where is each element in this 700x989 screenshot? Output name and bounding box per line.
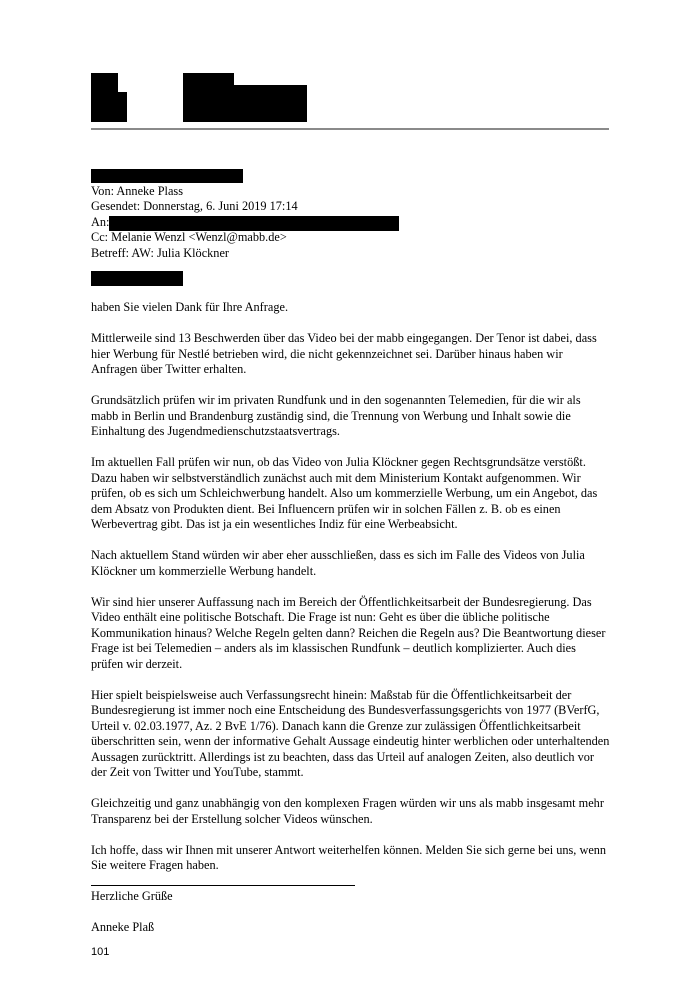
paragraph: Mittlerweile sind 13 Beschwerden über das Video bei der mabb eingegangen. Der Tenor ist dabei, dass hier Werbung für Nestlé betrieben wird, die nicht gekennzeichnet sei. Darüber hinaus haben wir Anfragen über Twitter erhalten. — [91, 331, 597, 376]
paragraph: Nach aktuellem Stand würden wir aber eher ausschließen, dass es sich im Falle des Videos von Julia Klöckner um kommerzielle Werbung handelt. — [91, 548, 585, 578]
email-cc: Cc: Melanie Wenzl <Wenzl@mabb.de> — [91, 230, 287, 244]
page-number: 101 — [91, 946, 110, 958]
redaction-letterhead-2-tail — [234, 85, 307, 122]
email-sent: Gesendet: Donnerstag, 6. Juni 2019 17:14 — [91, 199, 298, 213]
paragraph: Hier spielt beispielsweise auch Verfassungsrecht hinein: Maßstab für die Öffentlichkeitsarbeit der Bundesregierung ist immer noch eine Entscheidung des Bundesverfassungsgerichts von 1977 (BVerfG, Urteil v. 02.03.1977, Az. 2 BvE 1/76). Danach kann die Grenze zur zulässigen Öffentlichkeitsarbeit überschritten sein, wenn der informative Gehalt Aussage eindeutig hinter werblichen oder unterhaltenden Aussagen zurücktritt. Allerdings ist zu beachten, dass das Urteil auf analogen Zeiten, also deutlich vor der Zeit von Twitter und YouTube, stammt. — [91, 687, 610, 779]
email-to — [91, 215, 611, 231]
redaction-letterhead-1 — [91, 73, 118, 122]
redaction-letterhead-1-tail — [118, 92, 127, 122]
paragraph: Wir sind hier unserer Auffassung nach im Bereich der Öffentlichkeitsarbeit der Bundesregierung. Das Video enthält eine politische Botschaft. Die Frage ist nun: Geht es über die übliche politische Kommunikation hinaus? Welche Regeln gelten dann? Reichen die Regeln aus? Die Beantwortung dieser Frage ist bei Telemedien – anders als im klassischen Rundfunk – deutlich komplizierter. Auch dies prüfen wir derzeit. — [91, 594, 606, 671]
redaction-header-top-line — [91, 168, 611, 184]
paragraph: Ich hoffe, dass wir Ihnen mit unserer Antwort weiterhelfen können. Melden Sie sich gerne bei uns, wenn Sie weitere Fragen haben. — [91, 842, 607, 872]
closing: Herzliche Grüße — [91, 889, 173, 903]
redaction-recipient — [109, 216, 399, 231]
redaction-salutation — [91, 271, 183, 286]
salutation — [91, 271, 611, 288]
paragraph: Im aktuellen Fall prüfen wir nun, ob das Video von Julia Klöckner gegen Rechtsgrundsätze verstößt. Dazu haben wir selbstverständlich zunächst auch mit dem Ministerium Kontakt aufgenommen. Wir prüfen, ob es sich um Schleichwerbung handelt. Also um kommerzielle Werbung, um ein Angebot, das dem Absatz von Produkten dient. Bei Influencern prüfen wir in solchen Fällen z. B. ob es einen Werbevertrag gibt. Das ist ja ein wesentliches Indiz für eine Werbeabsicht. — [91, 455, 598, 531]
email-from: Von: Anneke Plass — [91, 183, 184, 198]
paragraph: Grundsätzlich prüfen wir im privaten Rundfunk und in den sogenannten Telemedien, für die wir als mabb in Berlin und Brandenburg zuständig sind, die Trennung von Werbung und Inhalt sowie die Einhaltung des Jugendmedienschutzstaatsvertrags. — [91, 393, 581, 438]
paragraph: haben Sie vielen Dank für Ihre Anfrage. — [91, 300, 289, 314]
redaction-letterhead-2 — [183, 73, 234, 122]
redaction-bar — [91, 169, 243, 183]
separator-line — [91, 885, 355, 886]
signature-name: Anneke Plaß — [91, 920, 155, 934]
email-body — [91, 168, 611, 936]
email-subject: Betreff: AW: Julia Klöckner — [91, 245, 229, 260]
email-to-label: An: — [91, 214, 110, 229]
letterhead-rule — [91, 128, 609, 130]
email-header — [91, 168, 611, 261]
paragraph: Gleichzeitig und ganz unabhängig von den komplexen Fragen würden wir uns als mabb insgesamt mehr Transparenz bei der Erstellung solcher Videos wünschen. — [91, 796, 604, 826]
